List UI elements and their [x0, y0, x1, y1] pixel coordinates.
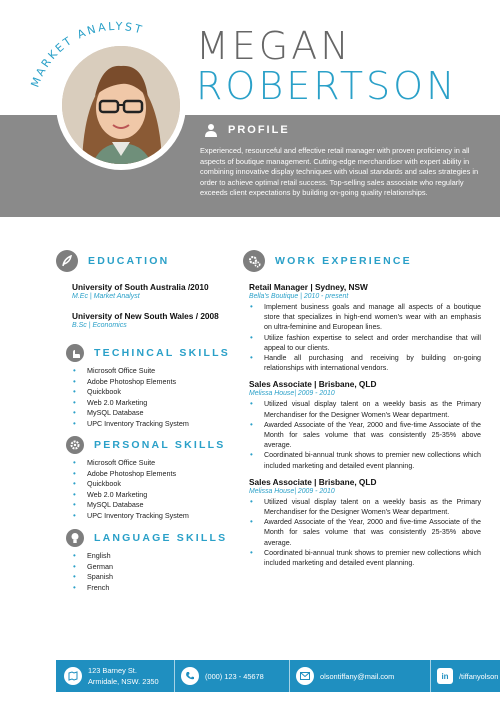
degree-label: M.Ec | Market Analyst: [72, 293, 140, 300]
job-company: Melissa House| 2009 - 2010: [249, 487, 335, 495]
list-item: • German: [72, 562, 232, 573]
list-item: • Microsoft Office Suite: [72, 458, 232, 469]
phone-number: (000) 123 - 45678: [205, 671, 264, 681]
personal-skills-list: [72, 458, 232, 522]
list-item: • MySQL Database: [72, 408, 232, 419]
list-item: • Spanish: [72, 572, 232, 583]
phone-icon: [181, 667, 199, 685]
personal-skills-section: [72, 436, 232, 522]
job-title: Retail Manager | Sydney, NSW: [249, 282, 368, 292]
list-item: • UPC Inventory Tracking System: [72, 419, 232, 430]
address-item: [56, 665, 174, 687]
work-experience-section: [249, 250, 481, 568]
last-name: ROBERTSON: [196, 64, 458, 108]
education-item: [72, 311, 232, 329]
list-item: • UPC Inventory Tracking System: [72, 511, 232, 522]
linkedin-icon: in: [437, 668, 453, 684]
email-address: olsontiffany@mail.com: [320, 671, 395, 681]
list-item: • Quickbook: [72, 479, 232, 490]
list-item: • English: [72, 551, 232, 562]
email-item[interactable]: [290, 667, 430, 685]
job-entry: [249, 379, 481, 470]
svg-text:MARKET ANALYST: MARKET ANALYST: [28, 20, 146, 90]
list-item: • Implement business goals and manage all aspects of a boutique store that specializes in high-end women's wear with an emphasis on ultra-feminine and European lines.: [249, 302, 481, 333]
map-icon: [64, 667, 82, 685]
profile-photo: [62, 46, 180, 164]
list-item: • Utilized visual display talent on a weekly basis as the Primary Merchandiser for the Designer Women's Wear department.: [249, 497, 481, 517]
linkedin-item[interactable]: [431, 668, 498, 684]
job-title: Sales Associate | Brisbane, QLD: [249, 379, 377, 390]
technical-skills-title: TECHINCAL SKILLS: [94, 347, 230, 359]
personal-skills-title: PERSONAL SKILLS: [94, 439, 226, 451]
education-item: [72, 282, 232, 300]
job-bullets: [249, 302, 481, 373]
list-item: • Handle all purchasing and receiving by building on-going relationships with international vendors.: [249, 353, 481, 373]
profile-header: [204, 123, 290, 137]
language-skills-section: [72, 529, 232, 593]
profile-text: Experienced, resourceful and effective retail manager with proven proficiency in all aspects of boutique management. Cutting-edge merchandiser with expert ability in combining innovative display techniques with visual standards and sales strategies in order to achieve optimal retail success. Top-selling sales associate who regularly exceeds client expectations by building on-going quality relationships.: [200, 146, 479, 198]
school-name: University of South Australia /2010: [72, 282, 209, 292]
profile-title: PROFILE: [228, 124, 290, 136]
list-item: • Web 2.0 Marketing: [72, 490, 232, 501]
list-item: • Awarded Associate of the Year, 2000 and five-time Associate of the Month for sales volume that was consistently 25-35% above average.: [249, 517, 481, 548]
job-company: Bella's Boutique | 2010 - present: [249, 293, 349, 300]
address-line2: Armidale, NSW. 2350: [88, 677, 159, 686]
language-skills-title: LANGUAGE SKILLS: [94, 532, 228, 544]
person-icon: [204, 123, 218, 137]
job-entry: [249, 477, 481, 568]
feather-icon: [56, 250, 78, 272]
list-item: • French: [72, 583, 232, 594]
lightbulb-icon: [66, 529, 84, 547]
school-name: University of New South Wales / 2008: [72, 311, 219, 321]
education-title: EDUCATION: [88, 255, 170, 267]
job-bullets: [249, 399, 481, 470]
address-line1: 123 Barney St.: [88, 666, 137, 675]
list-item: • Quickbook: [72, 387, 232, 398]
job-company: Melissa House| 2009 - 2010: [249, 390, 335, 398]
job-entry: [249, 282, 481, 373]
list-item: • Microsoft Office Suite: [72, 366, 232, 377]
pointer-hand-icon: [66, 344, 84, 362]
job-title: Sales Associate | Brisbane, QLD: [249, 476, 377, 487]
job-bullets: [249, 497, 481, 568]
technical-skills-section: [72, 344, 232, 430]
gears-icon: [66, 436, 84, 454]
first-name: MEGAN: [196, 24, 352, 68]
list-item: • MySQL Database: [72, 500, 232, 511]
phone-item[interactable]: [175, 667, 289, 685]
list-item: • Awarded Associate of the Year, 2000 and five-time Associate of the Month for sales volume that was consistently 25-35% above average.: [249, 420, 481, 451]
work-experience-title: WORK EXPERIENCE: [275, 255, 412, 267]
list-item: • Adobe Photoshop Elements: [72, 469, 232, 480]
list-item: • Coordinated bi-annual trunk shows to premier new collections which included marketing and detailed event planning.: [249, 450, 481, 470]
email-icon: [296, 667, 314, 685]
degree-label: B.Sc | Economics: [72, 322, 127, 329]
list-item: • Web 2.0 Marketing: [72, 398, 232, 409]
gears-icon: [243, 250, 265, 272]
list-item: • Utilized visual display talent on a weekly basis as the Primary Merchandiser for the Designer Women's Wear department.: [249, 399, 481, 419]
language-skills-list: [72, 551, 232, 593]
education-section: [72, 250, 232, 329]
technical-skills-list: [72, 366, 232, 430]
list-item: • Coordinated bi-annual trunk shows to premier new collections which included marketing and detailed event planning.: [249, 548, 481, 568]
contact-footer: [56, 660, 500, 692]
list-item: • Utilize fashion expertise to select and order merchandise that will appeal to our clients.: [249, 333, 481, 353]
linkedin-handle: /tiffanyolson: [459, 671, 499, 681]
list-item: • Adobe Photoshop Elements: [72, 377, 232, 388]
